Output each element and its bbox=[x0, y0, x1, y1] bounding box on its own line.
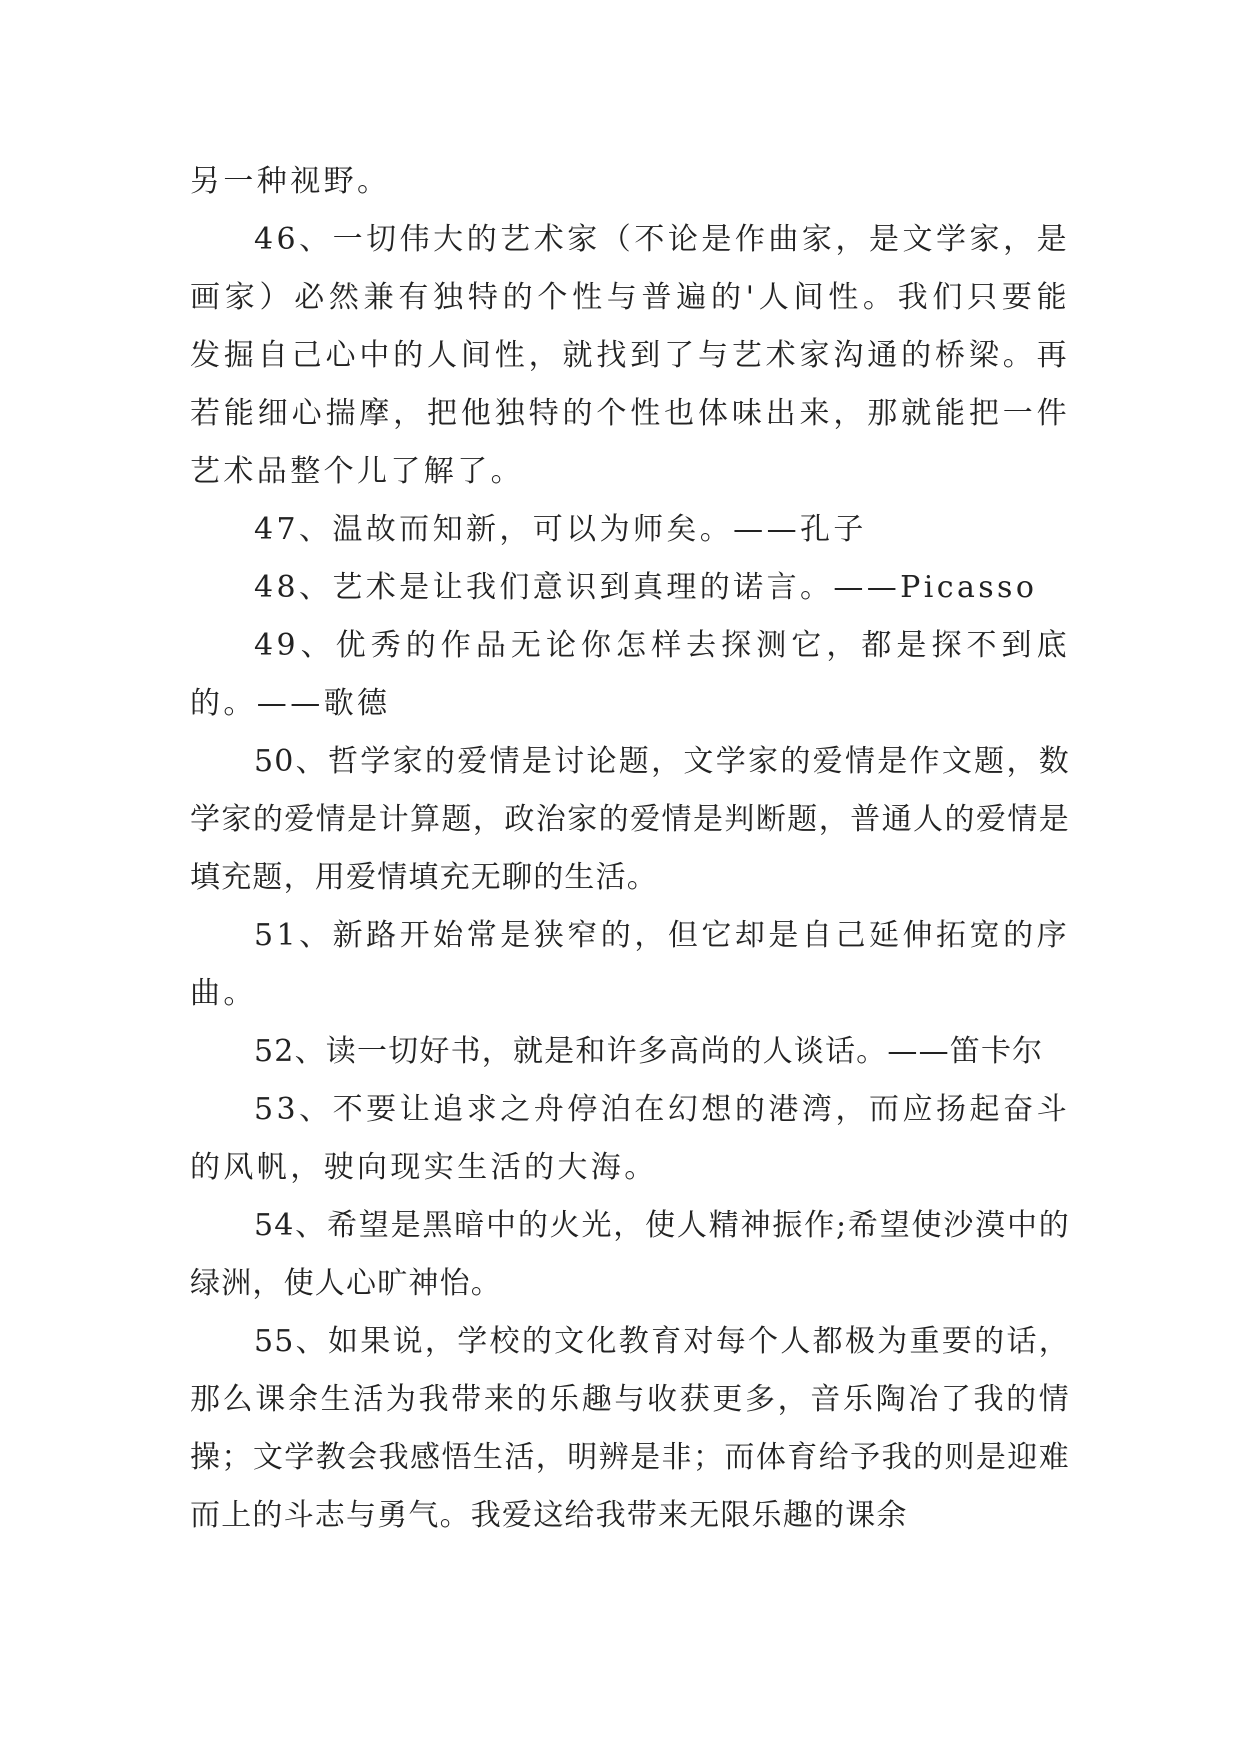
paragraph-48: 48、艺术是让我们意识到真理的诺言。——Picasso bbox=[254, 570, 1038, 605]
paragraph-54: 54、希望是黑暗中的火光，使人精神振作;希望使沙漠中的绿洲，使人心旷神怡。 bbox=[190, 1208, 1070, 1301]
paragraph-51: 51、新路开始常是狭窄的，但它却是自己延伸拓宽的序曲。 bbox=[190, 918, 1070, 1011]
paragraph-55: 55、如果说，学校的文化教育对每个人都极为重要的话，那么课余生活为我带来的乐趣与收获更多，音乐陶冶了我的情操；文学教会我感悟生活，明辨是非；而体育给予我的则是迎难而上的斗志与勇气。我爱这给我带来无限乐趣的课余 bbox=[190, 1324, 1070, 1533]
document-body bbox=[190, 153, 1070, 1545]
paragraph-47: 47、温故而知新，可以为师矣。——孔子 bbox=[254, 512, 867, 547]
paragraph-50: 50、哲学家的爱情是讨论题，文学家的爱情是作文题，数学家的爱情是计算题，政治家的爱情是判断题，普通人的爱情是填充题，用爱情填充无聊的生活。 bbox=[190, 744, 1070, 895]
paragraph-49: 49、优秀的作品无论你怎样去探测它，都是探不到底的。——歌德 bbox=[190, 628, 1070, 721]
paragraph-52: 52、读一切好书，就是和许多高尚的人谈话。——笛卡尔 bbox=[254, 1034, 1044, 1069]
paragraph-53: 53、不要让追求之舟停泊在幻想的港湾，而应扬起奋斗的风帆，驶向现实生活的大海。 bbox=[190, 1092, 1070, 1185]
paragraph-continuation: 另一种视野。 bbox=[190, 164, 391, 199]
paragraph-46: 46、一切伟大的艺术家（不论是作曲家，是文学家，是画家）必然兼有独特的个性与普遍的'人间性。我们只要能发掘自己心中的人间性，就找到了与艺术家沟通的桥梁。再若能细心揣摩，把他独特的个性也体味出来，那就能把一件艺术品整个儿了解了。 bbox=[190, 222, 1070, 489]
